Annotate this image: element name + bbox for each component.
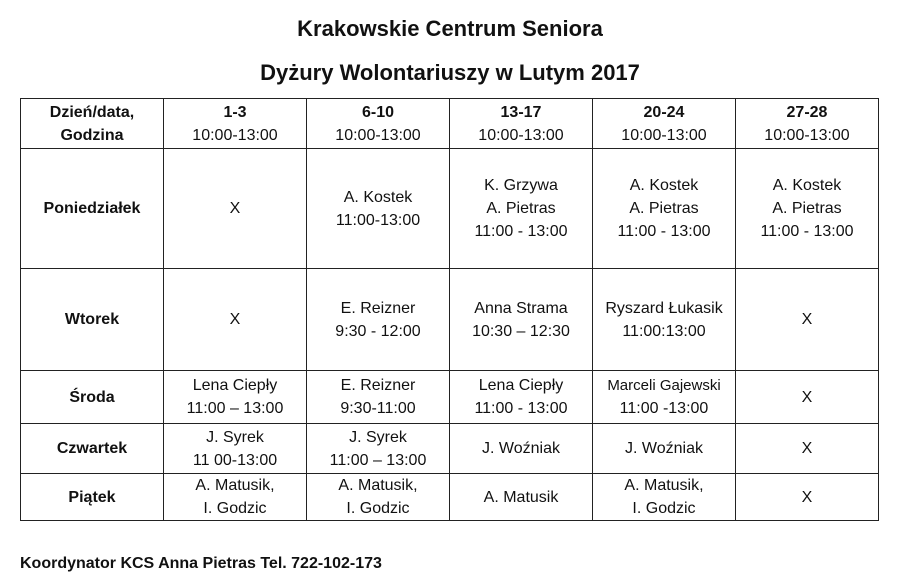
cell-line: E. Reizner bbox=[340, 299, 416, 317]
coordinator-contact: Koordynator KCS Anna Pietras Tel. 722-102-173 bbox=[20, 555, 382, 572]
day-label: Piątek bbox=[21, 474, 164, 521]
cell-line: A. Matusik, bbox=[624, 477, 704, 494]
cell-line: A. Pietras bbox=[486, 200, 556, 217]
cell-line: Marceli Gajewski bbox=[607, 377, 721, 394]
header-week-cell bbox=[593, 99, 736, 149]
cell-line: J. Syrek bbox=[206, 428, 264, 446]
volunteer-schedule-table bbox=[20, 98, 879, 521]
schedule-cell bbox=[593, 474, 736, 521]
schedule-cell bbox=[450, 149, 593, 269]
cell-line: 11:00 - 13:00 bbox=[474, 223, 568, 240]
cell-line: X bbox=[801, 388, 813, 406]
header-week-cell bbox=[736, 99, 879, 149]
cell-line: X bbox=[229, 200, 241, 217]
cell-line: X bbox=[801, 440, 813, 457]
week-hours: 10:00-13:00 bbox=[192, 126, 278, 144]
document-title: Krakowskie Centrum Seniora bbox=[297, 16, 603, 41]
cell-line: K. Grzywa bbox=[484, 177, 558, 194]
cell-line: 11:00 - 13:00 bbox=[474, 400, 568, 417]
schedule-cell bbox=[736, 371, 879, 424]
cell-line: 11:00 – 13:00 bbox=[186, 400, 284, 417]
schedule-cell bbox=[307, 149, 450, 269]
schedule-cell bbox=[736, 149, 879, 269]
week-hours: 10:00-13:00 bbox=[335, 126, 421, 144]
week-hours: 10:00-13:00 bbox=[621, 126, 707, 144]
cell-line: 11 00-13:00 bbox=[192, 451, 278, 469]
cell-line: 11:00:13:00 bbox=[622, 322, 706, 340]
cell-line: J. Syrek bbox=[349, 428, 407, 446]
cell-line: A. Pietras bbox=[629, 200, 699, 217]
schedule-cell bbox=[164, 424, 307, 474]
day-label: Poniedziałek bbox=[21, 149, 164, 269]
schedule-cell bbox=[593, 424, 736, 474]
cell-line: A. Kostek bbox=[629, 177, 699, 194]
schedule-cell bbox=[307, 269, 450, 371]
cell-line: I. Godzic bbox=[346, 500, 410, 517]
schedule-cell bbox=[736, 269, 879, 371]
schedule-cell bbox=[164, 269, 307, 371]
schedule-cell bbox=[307, 424, 450, 474]
document-subtitle: Dyżury Wolontariuszy w Lutym 2017 bbox=[260, 60, 640, 85]
cell-line: J. Woźniak bbox=[482, 440, 560, 457]
cell-line: 11:00 - 13:00 bbox=[617, 223, 711, 240]
header-corner-cell bbox=[21, 99, 164, 149]
week-hours: 10:00-13:00 bbox=[478, 126, 564, 144]
cell-line: 11:00 – 13:00 bbox=[329, 451, 427, 469]
day-label: Czwartek bbox=[21, 424, 164, 474]
cell-line: A. Matusik bbox=[483, 488, 559, 506]
schedule-cell bbox=[307, 371, 450, 424]
schedule-cell bbox=[164, 149, 307, 269]
cell-line: I. Godzic bbox=[203, 500, 267, 517]
header-week-cell bbox=[450, 99, 593, 149]
cell-line: A. Kostek bbox=[772, 177, 842, 194]
schedule-cell bbox=[450, 474, 593, 521]
cell-line: J. Woźniak bbox=[625, 440, 703, 457]
table-row bbox=[21, 269, 879, 371]
schedule-cell bbox=[736, 474, 879, 521]
header-corner-label: Dzień/data, bbox=[49, 103, 135, 121]
day-label: Wtorek bbox=[21, 269, 164, 371]
schedule-cell bbox=[593, 371, 736, 424]
table-row bbox=[21, 424, 879, 474]
schedule-cell bbox=[450, 269, 593, 371]
table-row bbox=[21, 371, 879, 424]
header-week-cell bbox=[307, 99, 450, 149]
schedule-cell bbox=[164, 474, 307, 521]
cell-line: 9:30 - 12:00 bbox=[335, 322, 421, 340]
cell-line: 11:00-13:00 bbox=[335, 211, 421, 229]
cell-line: 9:30-11:00 bbox=[340, 400, 416, 417]
cell-line: 11:00 - 13:00 bbox=[760, 223, 854, 240]
cell-line: A. Kostek bbox=[343, 188, 413, 206]
table-row bbox=[21, 149, 879, 269]
schedule-cell bbox=[593, 269, 736, 371]
day-label: Środa bbox=[21, 371, 164, 424]
week-hours: 10:00-13:00 bbox=[764, 126, 850, 144]
week-dates: 13-17 bbox=[500, 103, 542, 121]
week-dates: 1-3 bbox=[223, 103, 247, 121]
week-dates: 20-24 bbox=[643, 103, 685, 121]
cell-line: A. Matusik, bbox=[338, 477, 418, 494]
header-corner-label: Godzina bbox=[60, 126, 124, 144]
week-dates: 27-28 bbox=[786, 103, 828, 121]
cell-line: 11:00 -13:00 bbox=[619, 400, 709, 417]
schedule-cell bbox=[736, 424, 879, 474]
schedule-cell bbox=[307, 474, 450, 521]
cell-line: X bbox=[229, 311, 241, 328]
schedule-cell bbox=[450, 424, 593, 474]
table-header-row bbox=[21, 99, 879, 149]
cell-line: Lena Ciepły bbox=[192, 377, 278, 394]
table-row bbox=[21, 474, 879, 521]
cell-line: X bbox=[801, 488, 813, 506]
schedule-cell bbox=[593, 149, 736, 269]
cell-line: Ryszard Łukasik bbox=[605, 299, 723, 317]
cell-line: 10:30 – 12:30 bbox=[472, 322, 570, 340]
cell-line: X bbox=[801, 311, 813, 328]
cell-line: A. Pietras bbox=[772, 200, 842, 217]
cell-line: Lena Ciepły bbox=[478, 377, 564, 394]
schedule-cell bbox=[164, 371, 307, 424]
cell-line: E. Reizner bbox=[340, 377, 416, 394]
week-dates: 6-10 bbox=[361, 103, 395, 121]
header-week-cell bbox=[164, 99, 307, 149]
cell-line: I. Godzic bbox=[632, 500, 696, 517]
cell-line: A. Matusik, bbox=[195, 477, 275, 494]
cell-line: Anna Strama bbox=[474, 299, 568, 317]
schedule-cell bbox=[450, 371, 593, 424]
